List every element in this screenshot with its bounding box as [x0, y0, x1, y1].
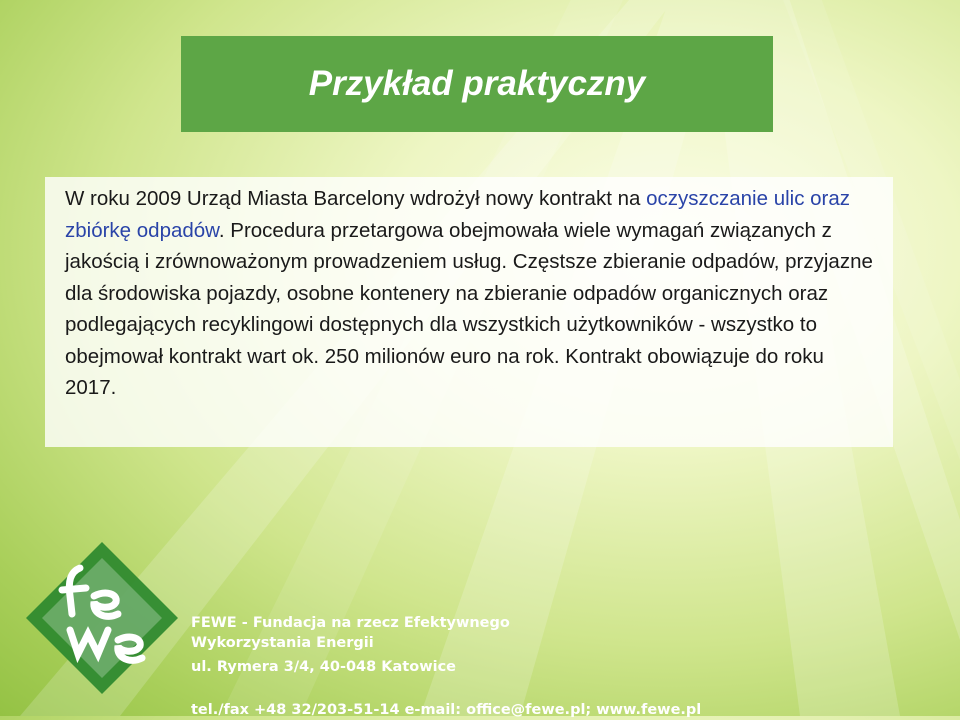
- body-paragraph: [65, 183, 877, 404]
- footer-address: ul. Rymera 3/4, 40-048 Katowice: [191, 659, 456, 675]
- content-panel: [45, 177, 893, 447]
- footer-contact: [191, 613, 701, 720]
- title-banner: [181, 36, 773, 132]
- fewe-logo: [22, 538, 182, 698]
- footer-contact-line: tel./fax +48 32/203-51-14 e-mail: office@fewe.pl; www.fewe.pl: [191, 702, 702, 718]
- footer-org-line2: Wykorzystania Energii: [191, 635, 374, 651]
- highlighted-phrase: oczyszczanie ulic oraz zbiórkę odpadów: [65, 187, 851, 242]
- footer-org-line1: FEWE - Fundacja na rzecz Efektywnego: [191, 615, 510, 631]
- paragraph-intro: W roku 2009 Urząd Miasta Barcelony wdrożył nowy kontrakt na: [65, 187, 641, 210]
- slide-title: Przykład praktyczny: [308, 64, 646, 103]
- paragraph-continuation: . Procedura przetargowa obejmowała wiele wymagań związanych z jakością i zrównoważonym prowadzeniem usług. Częstsze zbieranie odpadów, przyjazne dla środowiska pojazdy, osobne kontenery na zbieranie odpadów organicznych oraz podlegających recyklingowi dostępnych dla wszystkich użytkowników - wszystko to obejmował kontrakt wart ok. 250 milionów euro na rok. Kontrakt obowiązuje do roku 2017.: [65, 218, 873, 399]
